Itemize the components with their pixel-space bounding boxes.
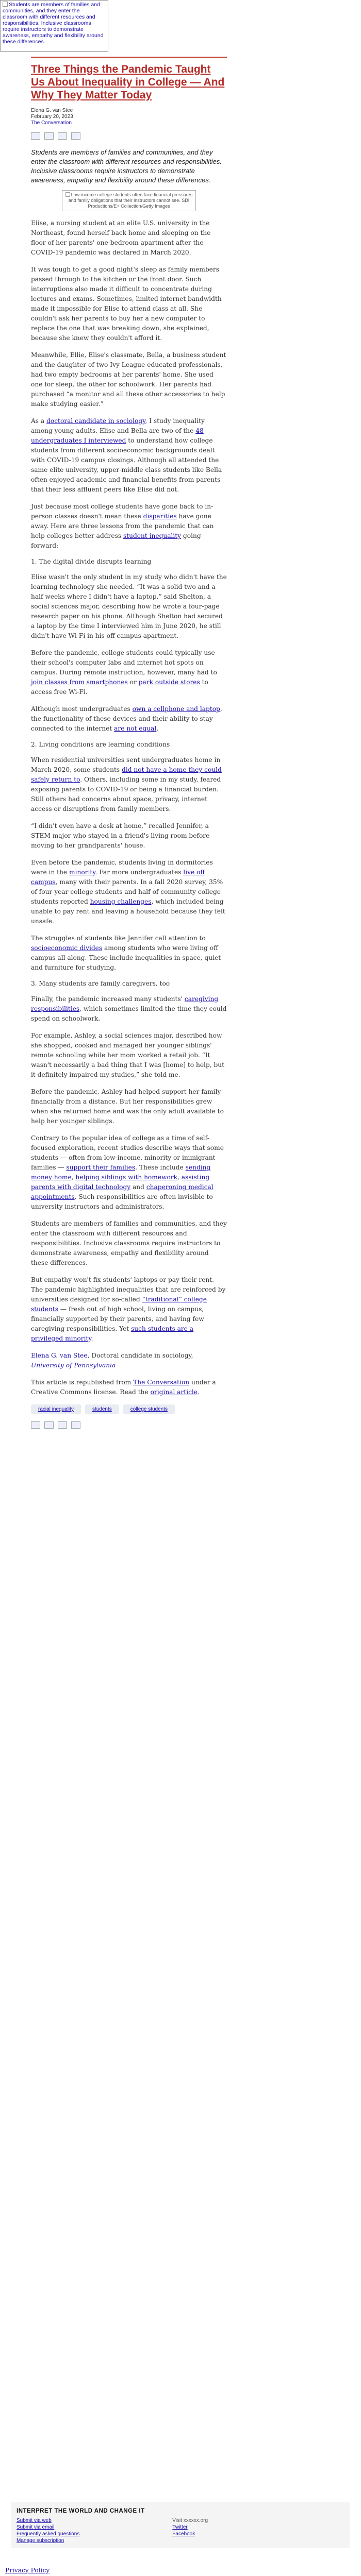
author-name: Elena G. van Stee: [31, 108, 73, 113]
footer: [0, 2502, 361, 2576]
author-credit: Elena G. van Stee, Doctoral candidate in sociology, University of Pennsylvania: [31, 1352, 193, 1369]
paragraph: Elise wasn't the only student in my study who didn't have the learning technology she needed. “It was a solid two and a half weeks where I didn't have a laptop,” said Shelton, a social sciences major, describing how he wrote a four-page research paper on his phone. Although Shelton had secured a laptop by the time I interviewed him in June 2020, he still didn't have Wi-Fi in his off-campus apartment.: [31, 573, 227, 639]
facebook-share-icon[interactable]: [31, 132, 40, 140]
email-share-icon[interactable]: [71, 132, 80, 140]
source-link[interactable]: The Conversation: [31, 120, 72, 126]
paragraph: Meanwhile, Ellie, Elise's classmate, Bella, a business student and the daughter of two Ivy League-educated professionals, had two empty bedrooms at her parents' home. She used one for sleep, the other for schoolwork. Her parents had purchased “a monitor and all these other accessories to help make studying easier.”: [31, 351, 226, 408]
visit-site-text: Visit xxxxxx.org: [172, 2518, 208, 2523]
paragraph: For example, Ashley, a social sciences major, described how she shopped, cooked and managed her younger siblings' remote schooling while her mom worked a retail job. “It wasn't necessarily a bad thing that I was [home] to help, but it definitely impaired my studies,” she told me.: [31, 1032, 225, 1078]
twitter-share-icon[interactable]: [44, 132, 54, 140]
hero-image: [0, 0, 108, 52]
inline-link[interactable]: caregiving responsibilities: [31, 995, 219, 1012]
paragraph: It was tough to get a good night's sleep as family members passed through to the kitchen or the front door. Such interruptions also made it difficult to concentrate during lectures and exams. Sometimes, limited internet bandwidth made it impossible for Elise to attend class at all. She couldn't ask her parents to buy her a new computer to replace the one that was breaking down, she explained, because she knew they couldn't afford it.: [31, 266, 222, 342]
article-title[interactable]: Three Things the Pandemic Taught Us About Inequality in College — And Why They Matter Today: [31, 57, 227, 101]
paragraph: As a doctoral candidate in sociology, I study inequality among young adults. Elise and Bella are two of the 48 undergraduates I interviewed to understand how college students from different socioeconomic backgrounds dealt with COVID-19 campus closings. Although all attended the same elite university, upper-middle class students like Bella often enjoyed academic and financial benefits from parents that their less affluent peers like Elise did not.: [31, 417, 222, 493]
privacy-policy-link[interactable]: Privacy Policy: [5, 2567, 50, 2574]
inline-link[interactable]: 48 undergraduates I interviewed: [31, 427, 204, 444]
section-heading: 2. Living conditions are learning conditions: [31, 741, 170, 748]
tag-list: [31, 1404, 227, 1414]
inline-link[interactable]: support their families: [66, 1164, 136, 1171]
inline-link[interactable]: disparities: [143, 513, 177, 520]
inline-link[interactable]: chaperoning medical appointments: [31, 1183, 214, 1200]
submit-web-link[interactable]: Submit via web: [17, 2518, 52, 2523]
university-link[interactable]: University of Pennsylvania: [31, 1362, 116, 1369]
broken-image-icon: [65, 192, 70, 197]
paragraph: Students are members of families and communities, and they enter the classroom with different resources and responsibilities. Inclusive classrooms require instructors to demonstrate awareness, empathy and flexibility around these differences.: [31, 1220, 227, 1266]
faq-link[interactable]: Frequently asked questions: [17, 2531, 80, 2537]
inline-link[interactable]: helping siblings with homework: [75, 1174, 178, 1181]
inline-link[interactable]: student inequality: [123, 532, 182, 539]
submit-email-link[interactable]: Submit via email: [17, 2524, 55, 2530]
broken-image-icon: [3, 2, 8, 7]
paragraph: Although most undergraduates own a cellphone and laptop, the functionality of these devices and their ability to stay connected to the internet are not equal.: [31, 705, 222, 732]
source-link[interactable]: The Conversation: [133, 1379, 190, 1386]
paragraph: Even before the pandemic, students living in dormitories were in the minority. Far more undergraduates live off campus, many with their parents. In a fall 2020 survey, 35% of four-year college students and half of community college students reported housing challenges, which included being unable to pay rent and leaving a household because they felt unsafe.: [31, 859, 225, 925]
inline-link[interactable]: such students are a privileged minority: [31, 1325, 194, 1342]
paragraph: Contrary to the popular idea of college as a time of self-focused exploration, recent studies describe ways that some students — often from low-income, minority or immigrant families — support their families. These include sending money home, helping siblings with homework, assisting parents with digital technology and chaperoning medical appointments. Such responsibilities are often invisible to university instructors and administrators.: [31, 1134, 224, 1210]
paragraph: But empathy won't fix students' laptops or pay their rent. The pandemic highlighted inequalities that are reinforced by universities designed for so-called “traditional” college students — fresh out of high school, living on campus, financially supported by their parents, and having few caregiving responsibilities. Yet such students are a privileged minority.: [31, 1276, 226, 1342]
paragraph: Just because most college students have gone back to in-person classes doesn't mean these disparities have gone away. Here are three lessons from the pandemic that can help colleges better address student inequality going forward:: [31, 503, 214, 549]
paragraph: Elise, a nursing student at an elite U.S. university in the Northeast, found herself back home and sleeping on the floor of her parents' one-bedroom apartment after the COVID-19 pandemic was declared in March 2020.: [31, 219, 211, 256]
paragraph: “I didn't even have a desk at home,” recalled Jennifer, a STEM major who stayed in a friend's living room before moving to her grandparents' house.: [31, 822, 210, 849]
footer-col-2: [172, 2517, 208, 2544]
facebook-link[interactable]: Facebook: [172, 2531, 195, 2537]
original-article-link[interactable]: original article: [150, 1388, 198, 1396]
inline-link[interactable]: are not equal: [114, 725, 157, 732]
inline-link[interactable]: live off campus: [31, 869, 205, 886]
manage-subscription-link[interactable]: Manage subscription: [17, 2538, 64, 2544]
inline-link[interactable]: socioeconomic divides: [31, 944, 103, 952]
paragraph: When residential universities sent undergraduates home in March 2020, some students did not have a home they could safely return to. Others, including some in my study, feared exposing parents to COVID-19 or being a financial burden. Still others had concerns about space, privacy, internet access or disruptions from family members.: [31, 756, 222, 812]
hero-image-alt: Students are members of families and communities, and they enter the classroom with different resources and responsibilities. Inclusive classrooms require instructors to demonstrate awareness, empathy and flexibility around these differences.: [3, 2, 104, 45]
tag[interactable]: racial inequality: [31, 1404, 81, 1414]
footer-col-1: [17, 2517, 79, 2544]
article-dek: Students are members of families and communities, and they enter the classroom with different resources and responsibilities. Inclusive classrooms require instructors to demonstrate awareness, empathy and flexibility around these differences.: [31, 148, 222, 184]
publish-date: February 20, 2023: [31, 114, 73, 120]
figure-caption: Low-income college students often face financial pressures and family obligations that their instructors cannot see. SDI Productions/E+ Collection/Getty Images: [68, 192, 193, 209]
share-icons: [31, 132, 227, 140]
footer-heading: INTERPRET THE WORLD AND CHANGE IT: [17, 2508, 145, 2514]
paragraph: Before the pandemic, college students could typically use their school's computer labs and internet hot spots on campus. During remote instruction, however, many had to join classes from smartphones or park outside stores to access free Wi-Fi.: [31, 649, 217, 696]
twitter-share-icon[interactable]: [44, 1421, 54, 1429]
article-figure: [31, 190, 227, 211]
share-icons-bottom: [31, 1421, 227, 1429]
inline-link[interactable]: assisting parents with digital technology: [31, 1174, 210, 1191]
twitter-link[interactable]: Twitter: [172, 2524, 188, 2530]
linkedin-share-icon[interactable]: [58, 132, 67, 140]
inline-link[interactable]: park outside stores: [138, 679, 200, 686]
byline: [31, 108, 227, 126]
linkedin-share-icon[interactable]: [58, 1421, 67, 1429]
facebook-share-icon[interactable]: [31, 1421, 40, 1429]
inline-link[interactable]: minority: [69, 869, 95, 876]
tag[interactable]: college students: [123, 1404, 175, 1414]
paragraph: The struggles of students like Jennifer call attention to socioeconomic divides among students who were living off campus all along. These include inequalities in space, quiet and furniture for studying.: [31, 935, 221, 971]
inline-link[interactable]: join classes from smartphones: [31, 679, 128, 686]
paragraph: Finally, the pandemic increased many students' caregiving responsibilities, which sometimes limited the time they could spend on schoolwork.: [31, 995, 227, 1022]
inline-link[interactable]: doctoral candidate in sociology: [46, 417, 145, 425]
section-heading: 3. Many students are family caregivers, too: [31, 980, 170, 987]
email-share-icon[interactable]: [71, 1421, 80, 1429]
republish-note: This article is republished from The Conversation under a Creative Commons license. Read the original article.: [31, 1379, 216, 1396]
inline-link[interactable]: did not have a home they could safely return to: [31, 766, 222, 783]
inline-link[interactable]: “traditional” college students: [31, 1296, 207, 1313]
section-heading: 1. The digital divide disrupts learning: [31, 558, 152, 565]
author-link[interactable]: Elena G. van Stee: [31, 1352, 88, 1359]
inline-link[interactable]: sending money home: [31, 1164, 211, 1181]
footer-band: [11, 2502, 350, 2548]
paragraph: Before the pandemic, Ashley had helped support her family financially from a distance. But her responsibilities grew when she returned home and was the only adult available to help her younger siblings.: [31, 1088, 224, 1125]
tag[interactable]: students: [85, 1404, 119, 1414]
article: [31, 57, 227, 1437]
inline-link[interactable]: own a cellphone and laptop: [132, 705, 220, 713]
inline-link[interactable]: housing challenges: [90, 898, 152, 905]
